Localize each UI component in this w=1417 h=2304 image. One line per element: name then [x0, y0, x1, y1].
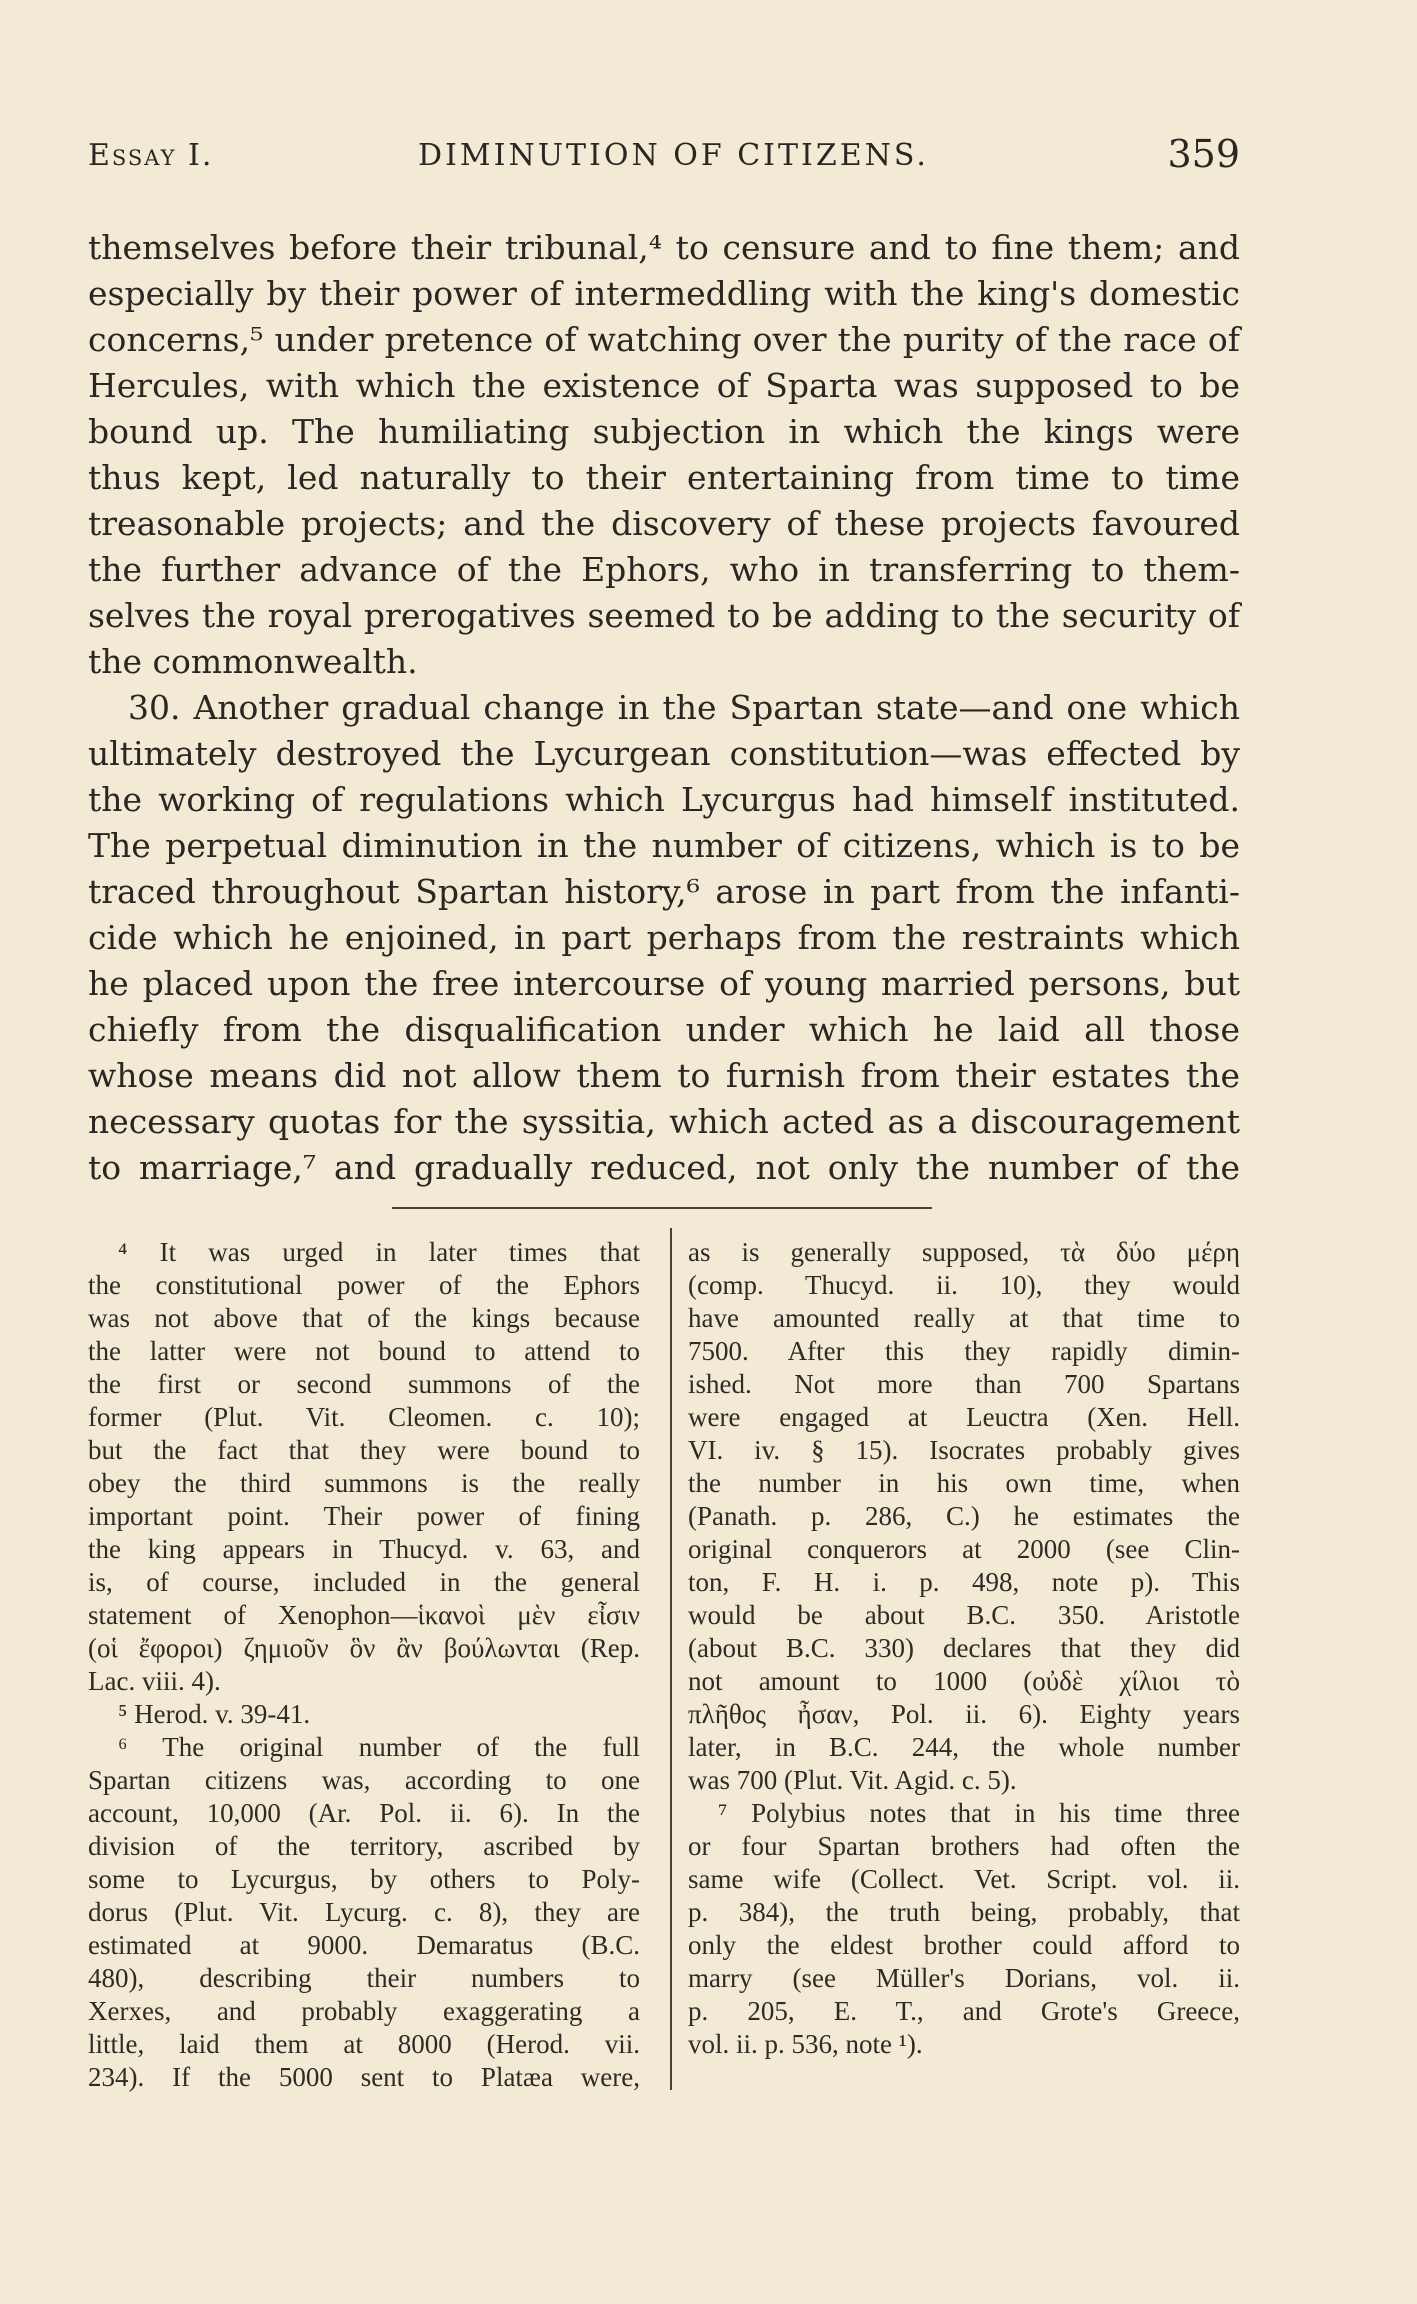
- body-line: chiefly from the disqualification under which he laid all those: [88, 1010, 1240, 1049]
- footnote-line: would be about B.C. 350. Aristotle: [688, 1600, 1240, 1630]
- footnote-line: ished. Not more than 700 Spartans: [688, 1369, 1240, 1399]
- footnote-line: former (Plut. Vit. Cleomen. c. 10);: [88, 1402, 640, 1432]
- footnote-line: same wife (Collect. Vet. Script. vol. ii.: [688, 1864, 1240, 1894]
- footnote-line: little, laid them at 8000 (Herod. vii.: [88, 2029, 640, 2059]
- footnote-line: VI. iv. § 15). Isocrates probably gives: [688, 1435, 1240, 1465]
- body-line: especially by their power of intermeddling with the king's domestic: [88, 274, 1240, 313]
- footnote-line: (about B.C. 330) declares that they did: [688, 1633, 1240, 1663]
- body-line: thus kept, led naturally to their entertaining from time to time: [88, 458, 1240, 497]
- section-30-start: 30. Another gradual change in the Spartan state—and one which: [128, 688, 1240, 727]
- footnote-line: some to Lycurgus, by others to Poly-: [88, 1864, 640, 1894]
- footnote-line: (οἱ ἔφοροι) ζημιοῦν ὃν ἂν βούλωνται (Rep.: [88, 1633, 640, 1663]
- footnote-line: 7500. After this they rapidly dimin-: [688, 1336, 1240, 1366]
- footnote-line: only the eldest brother could afford to: [688, 1930, 1240, 1960]
- footnote-line: have amounted really at that time to: [688, 1303, 1240, 1333]
- footnote-line: marry (see Müller's Dorians, vol. ii.: [688, 1963, 1240, 1993]
- body-line: themselves before their tribunal,⁴ to censure and to fine them; and: [88, 228, 1240, 267]
- footnote-5: ⁵ Herod. v. 39-41.: [118, 1699, 311, 1729]
- footnote-line: 480), describing their numbers to: [88, 1963, 640, 1993]
- footnote-line: important point. Their power of fining: [88, 1501, 640, 1531]
- footnote-rule: [392, 1207, 932, 1209]
- footnote-line: Xerxes, and probably exaggerating a: [88, 1996, 640, 2026]
- footnote-line: dorus (Plut. Vit. Lycurg. c. 8), they are: [88, 1897, 640, 1927]
- footnote-line: but the fact that they were bound to: [88, 1435, 640, 1465]
- footnote-line: p. 384), the truth being, probably, that: [688, 1897, 1240, 1927]
- footnote-line: the king appears in Thucyd. v. 63, and: [88, 1534, 640, 1564]
- footnote-7-start: ⁷ Polybius notes that in his time three: [718, 1798, 1240, 1828]
- footnote-line: Spartan citizens was, according to one: [88, 1765, 640, 1795]
- body-line: selves the royal prerogatives seemed to be adding to the security of: [88, 596, 1240, 635]
- footnote-line: the first or second summons of the: [88, 1369, 640, 1399]
- footnote-line: or four Spartan brothers had often the: [688, 1831, 1240, 1861]
- footnote-6-start: ⁶ The original number of the full: [118, 1732, 640, 1762]
- footnote-line: later, in B.C. 244, the whole number: [688, 1732, 1240, 1762]
- body-line: treasonable projects; and the discovery of these projects favoured: [88, 504, 1240, 543]
- body-text: [88, 225, 1240, 1191]
- footnote-line: obey the third summons is the really: [88, 1468, 640, 1498]
- footnote-line: not amount to 1000 (οὐδὲ χίλιοι τὸ: [688, 1666, 1240, 1696]
- body-line: whose means did not allow them to furnish from their estates the: [88, 1056, 1240, 1095]
- footnotes-left-column: [88, 1236, 640, 2094]
- footnote-line: vol. ii. p. 536, note ¹).: [688, 2029, 923, 2059]
- body-line: necessary quotas for the syssitia, which acted as a discouragement: [88, 1102, 1240, 1141]
- footnote-line: (Panath. p. 286, C.) he estimates the: [688, 1501, 1240, 1531]
- footnotes-right-column: [688, 1236, 1240, 2061]
- body-line: to marriage,⁷ and gradually reduced, not only the number of the: [88, 1148, 1240, 1187]
- page-number: 359: [1167, 132, 1240, 176]
- footnote-4-start: ⁴ It was urged in later times that: [118, 1237, 640, 1267]
- header-essay-label: Essay I.: [88, 138, 214, 173]
- footnote-line: ton, F. H. i. p. 498, note p). This: [688, 1567, 1240, 1597]
- body-line: Hercules, with which the existence of Sparta was supposed to be: [88, 366, 1240, 405]
- body-line: he placed upon the free intercourse of young married persons, but: [88, 964, 1240, 1003]
- footnote-line: original conquerors at 2000 (see Clin-: [688, 1534, 1240, 1564]
- footnote-line: statement of Xenophon—ἱκανοὶ μὲν εἶσιν: [88, 1600, 640, 1630]
- footnote-line: Lac. viii. 4).: [88, 1666, 221, 1696]
- footnote-column-divider: [670, 1228, 672, 2090]
- footnote-line: the latter were not bound to attend to: [88, 1336, 640, 1366]
- body-line: traced throughout Spartan history,⁶ arose in part from the infanti-: [88, 872, 1240, 911]
- body-line: concerns,⁵ under pretence of watching over the purity of the race of: [88, 320, 1240, 359]
- body-line: the further advance of the Ephors, who in transferring to them-: [88, 550, 1240, 589]
- footnote-line: was 700 (Plut. Vit. Agid. c. 5).: [688, 1765, 1017, 1795]
- footnote-line: the number in his own time, when: [688, 1468, 1240, 1498]
- footnote-line: 234). If the 5000 sent to Platæa were,: [88, 2062, 640, 2092]
- body-line: the commonwealth.: [88, 642, 418, 681]
- footnote-line: the constitutional power of the Ephors: [88, 1270, 640, 1300]
- footnote-line: πλῆθος ἦσαν, Pol. ii. 6). Eighty years: [688, 1699, 1240, 1729]
- footnote-line: were engaged at Leuctra (Xen. Hell.: [688, 1402, 1240, 1432]
- body-line: the working of regulations which Lycurgus had himself instituted.: [88, 780, 1240, 819]
- body-line: ultimately destroyed the Lycurgean constitution—was effected by: [88, 734, 1240, 773]
- footnote-line: estimated at 9000. Demaratus (B.C.: [88, 1930, 640, 1960]
- header-title: DIMINUTION OF CITIZENS.: [418, 138, 929, 173]
- body-line: cide which he enjoined, in part perhaps from the restraints which: [88, 918, 1240, 957]
- footnote-line: (comp. Thucyd. ii. 10), they would: [688, 1270, 1240, 1300]
- body-line: bound up. The humiliating subjection in which the kings were: [88, 412, 1240, 451]
- footnote-line: account, 10,000 (Ar. Pol. ii. 6). In the: [88, 1798, 640, 1828]
- footnote-line: division of the territory, ascribed by: [88, 1831, 640, 1861]
- footnote-line: was not above that of the kings because: [88, 1303, 640, 1333]
- body-line: The perpetual diminution in the number of citizens, which is to be: [88, 826, 1240, 865]
- footnote-line: p. 205, E. T., and Grote's Greece,: [688, 1996, 1240, 2026]
- footnote-line: as is generally supposed, τὰ δύο μέρη: [688, 1237, 1240, 1267]
- running-header: [88, 132, 1240, 198]
- footnote-line: is, of course, included in the general: [88, 1567, 640, 1597]
